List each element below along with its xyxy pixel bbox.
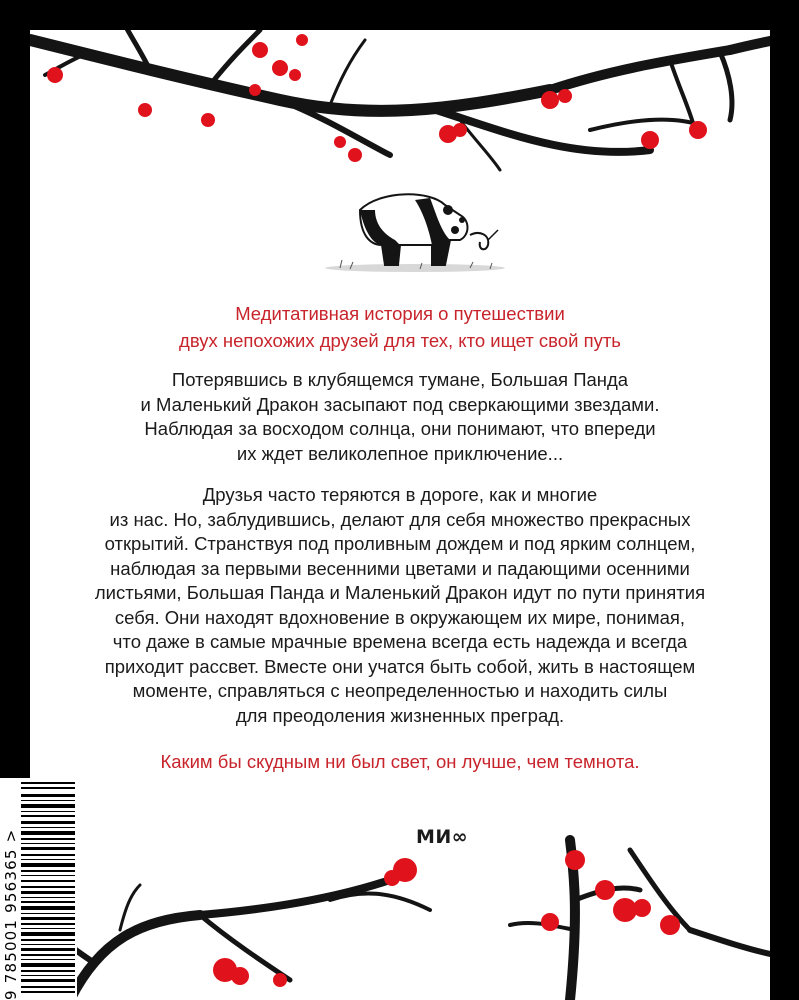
paragraph-intro bbox=[30, 368, 770, 466]
text-line: их ждет великолепное приключение... bbox=[236, 442, 564, 464]
publisher-logo: МИ∞ bbox=[416, 826, 469, 848]
text-line: что даже в самые мрачные времена всегда есть надежда и всегда bbox=[112, 631, 688, 652]
closing-quote: Каким бы скудным ни был свет, он лучше, чем темнота. bbox=[160, 751, 640, 772]
text-line: листьями, Большая Панда и Маленький Дракон идут по пути принятия bbox=[94, 582, 706, 603]
paragraph-description bbox=[30, 483, 770, 728]
cover-page bbox=[30, 30, 770, 1000]
panda-icon bbox=[320, 180, 510, 280]
text-line: моменте, справляться с неопределенностью и находить силы bbox=[132, 680, 668, 701]
subtitle-line: Медитативная история о путешествии bbox=[235, 303, 565, 324]
isbn-barcode bbox=[0, 778, 77, 1000]
text-line: Друзья часто теряются в дороге, как и многие bbox=[202, 484, 598, 505]
text-line: наблюдая за первыми весенними цветами и падающими осенними bbox=[110, 557, 690, 579]
barcode-digits: 9 785001 956365 > bbox=[2, 828, 20, 1000]
text-line: из нас. Но, заблудившись, делают для себя множество прекрасных bbox=[109, 508, 691, 530]
cherry-branch-bottom-icon bbox=[30, 830, 770, 1000]
text-line: приходит рассвет. Вместе они учатся быть собой, жить в настоящем bbox=[104, 655, 696, 677]
text-line: себя. Они находят вдохновение в окружающем их мире, понимая, bbox=[114, 606, 686, 628]
subtitle-line: двух непохожих друзей для тех, кто ищет свой путь bbox=[179, 330, 621, 351]
subtitle bbox=[30, 300, 770, 354]
text-line: для преодоления жизненных преград. bbox=[235, 704, 565, 726]
barcode-bars-icon bbox=[21, 782, 75, 996]
text-line: открытий. Странствуя под проливным дождем и под ярким солнцем, bbox=[104, 533, 696, 554]
text-line: Наблюдая за восходом солнца, они понимают, что впереди bbox=[144, 418, 656, 439]
text-line: и Маленький Дракон засыпают под сверкающими звездами. bbox=[140, 393, 660, 415]
text-line: Потерявшись в клубящемся тумане, Большая Панда bbox=[171, 369, 629, 390]
